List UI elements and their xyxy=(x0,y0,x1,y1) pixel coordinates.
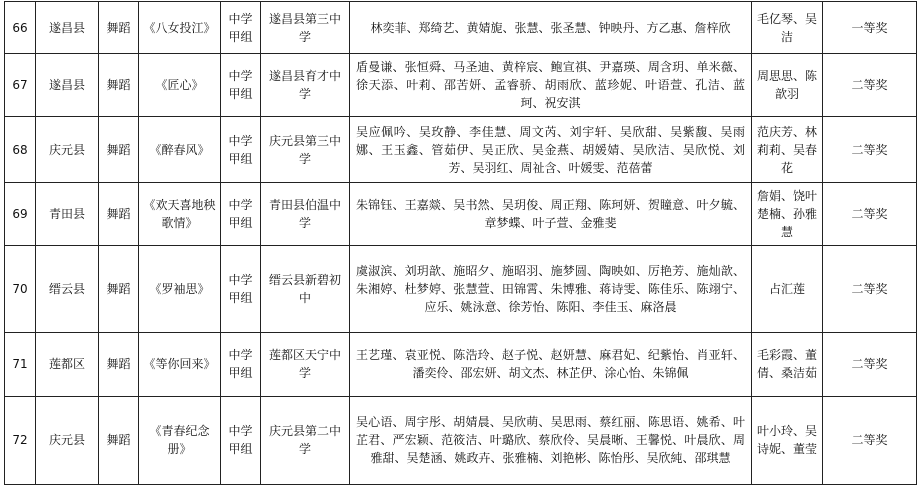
work-title-cell: 《八女投江》 xyxy=(139,2,221,54)
table-body xyxy=(5,2,917,485)
award-cell: 二等奖 xyxy=(823,54,917,117)
award-cell: 二等奖 xyxy=(823,396,917,484)
table-row xyxy=(5,246,917,332)
category-cell: 舞蹈 xyxy=(99,246,139,332)
school-cell: 遂昌县育才中学 xyxy=(261,54,350,117)
category-cell: 舞蹈 xyxy=(99,2,139,54)
row-number: 72 xyxy=(5,396,36,484)
table-row xyxy=(5,117,917,183)
teacher-cell: 叶小玲、吴诗妮、董莹 xyxy=(752,396,823,484)
category-cell: 舞蹈 xyxy=(99,54,139,117)
category-cell: 舞蹈 xyxy=(99,117,139,183)
teacher-cell: 毛亿琴、吴洁 xyxy=(752,2,823,54)
county-cell: 遂昌县 xyxy=(36,54,99,117)
teacher-cell: 毛彩霞、董倩、桑洁茹 xyxy=(752,332,823,396)
award-cell: 二等奖 xyxy=(823,246,917,332)
row-number: 71 xyxy=(5,332,36,396)
county-cell: 庆元县 xyxy=(36,396,99,484)
members-cell: 王艺瑾、袁亚悦、陈浩玲、赵子悦、赵妍慧、麻君妃、纪紫怡、肖亚轩、潘奕伶、邵宏妍、胡文杰、林芷伊、涂心怡、朱锦佩 xyxy=(350,332,752,396)
members-cell: 吴应佩吟、吴玫静、李佳慧、周文芮、刘宇轩、吴欣甜、吴紫馥、吴雨娜、王玉鑫、管茹伊、吴正欣、吴金燕、胡媛婧、吴欣洁、吴欣悦、刘芳、吴羽红、周祉含、叶媛雯、范蓓蕾 xyxy=(350,117,752,183)
county-cell: 莲都区 xyxy=(36,332,99,396)
county-cell: 缙云县 xyxy=(36,246,99,332)
county-cell: 庆元县 xyxy=(36,117,99,183)
teacher-cell: 占汇莲 xyxy=(752,246,823,332)
group-cell: 中学甲组 xyxy=(221,332,261,396)
county-cell: 青田县 xyxy=(36,183,99,246)
members-cell: 朱锦钰、王嘉燚、吴书然、吴玥俊、周正翔、陈珂妍、贺瞳意、叶夕毓、章梦蝶、叶子萱、金雅斐 xyxy=(350,183,752,246)
members-cell: 吴心语、周宇彤、胡婧晨、吴欣萌、吴思雨、蔡红丽、陈思语、姚希、叶芷君、严宏颖、范筱洁、叶璐欣、蔡欣伶、吴晨晰、王馨悦、叶晨欣、周雅甜、吴楚涵、姚政卉、张雅楠、刘艳彬、陈怡彤、吴欣純、邵琪慧 xyxy=(350,396,752,484)
county-cell: 遂昌县 xyxy=(36,2,99,54)
members-cell: 盾曼谦、张恒舜、马圣迪、黄梓宸、鲍宣祺、尹嘉瑛、周含玥、单米薇、徐天添、叶莉、邵苦妍、孟睿骄、胡雨欣、蓝珍妮、叶语萱、孔洁、蓝珂、祝安淇 xyxy=(350,54,752,117)
table-row xyxy=(5,396,917,484)
row-number: 66 xyxy=(5,2,36,54)
work-title-cell: 《青春纪念册》 xyxy=(139,396,221,484)
table-row xyxy=(5,183,917,246)
table-row xyxy=(5,2,917,54)
row-number: 67 xyxy=(5,54,36,117)
work-title-cell: 《等你回来》 xyxy=(139,332,221,396)
members-cell: 林奕菲、郑绮艺、黄婧旎、张慧、张圣慧、钟映丹、方乙惠、詹梓欣 xyxy=(350,2,752,54)
members-cell: 虞淑滨、刘玥歆、施昭夕、施昭羽、施梦圆、陶映如、厉艳芳、施灿歆、朱湘婷、杜梦婷、张慧萱、田锦霄、朱博雅、蒋诗雯、陈佳乐、陈翊宁、应乐、姚泳意、徐芳怡、陈阳、李佳玉、麻洛晨 xyxy=(350,246,752,332)
table-row xyxy=(5,332,917,396)
school-cell: 莲都区天宁中学 xyxy=(261,332,350,396)
row-number: 70 xyxy=(5,246,36,332)
group-cell: 中学甲组 xyxy=(221,396,261,484)
group-cell: 中学甲组 xyxy=(221,246,261,332)
school-cell: 庆元县第二中学 xyxy=(261,396,350,484)
row-number: 68 xyxy=(5,117,36,183)
row-number: 69 xyxy=(5,183,36,246)
group-cell: 中学甲组 xyxy=(221,183,261,246)
school-cell: 青田县伯温中学 xyxy=(261,183,350,246)
teacher-cell: 范庆芳、林莉莉、吴春花 xyxy=(752,117,823,183)
work-title-cell: 《欢天喜地秧歌情》 xyxy=(139,183,221,246)
award-cell: 一等奖 xyxy=(823,2,917,54)
teacher-cell: 詹娟、饶叶楚楠、孙雅慧 xyxy=(752,183,823,246)
teacher-cell: 周思思、陈歆羽 xyxy=(752,54,823,117)
award-cell: 二等奖 xyxy=(823,117,917,183)
work-title-cell: 《醉春风》 xyxy=(139,117,221,183)
work-title-cell: 《罗袖思》 xyxy=(139,246,221,332)
work-title-cell: 《匠心》 xyxy=(139,54,221,117)
group-cell: 中学甲组 xyxy=(221,117,261,183)
category-cell: 舞蹈 xyxy=(99,396,139,484)
school-cell: 遂昌县第三中学 xyxy=(261,2,350,54)
group-cell: 中学甲组 xyxy=(221,2,261,54)
category-cell: 舞蹈 xyxy=(99,183,139,246)
award-cell: 二等奖 xyxy=(823,332,917,396)
school-cell: 庆元县第三中学 xyxy=(261,117,350,183)
school-cell: 缙云县新碧初中 xyxy=(261,246,350,332)
group-cell: 中学甲组 xyxy=(221,54,261,117)
award-cell: 二等奖 xyxy=(823,183,917,246)
table-row xyxy=(5,54,917,117)
award-results-table xyxy=(4,1,917,485)
category-cell: 舞蹈 xyxy=(99,332,139,396)
